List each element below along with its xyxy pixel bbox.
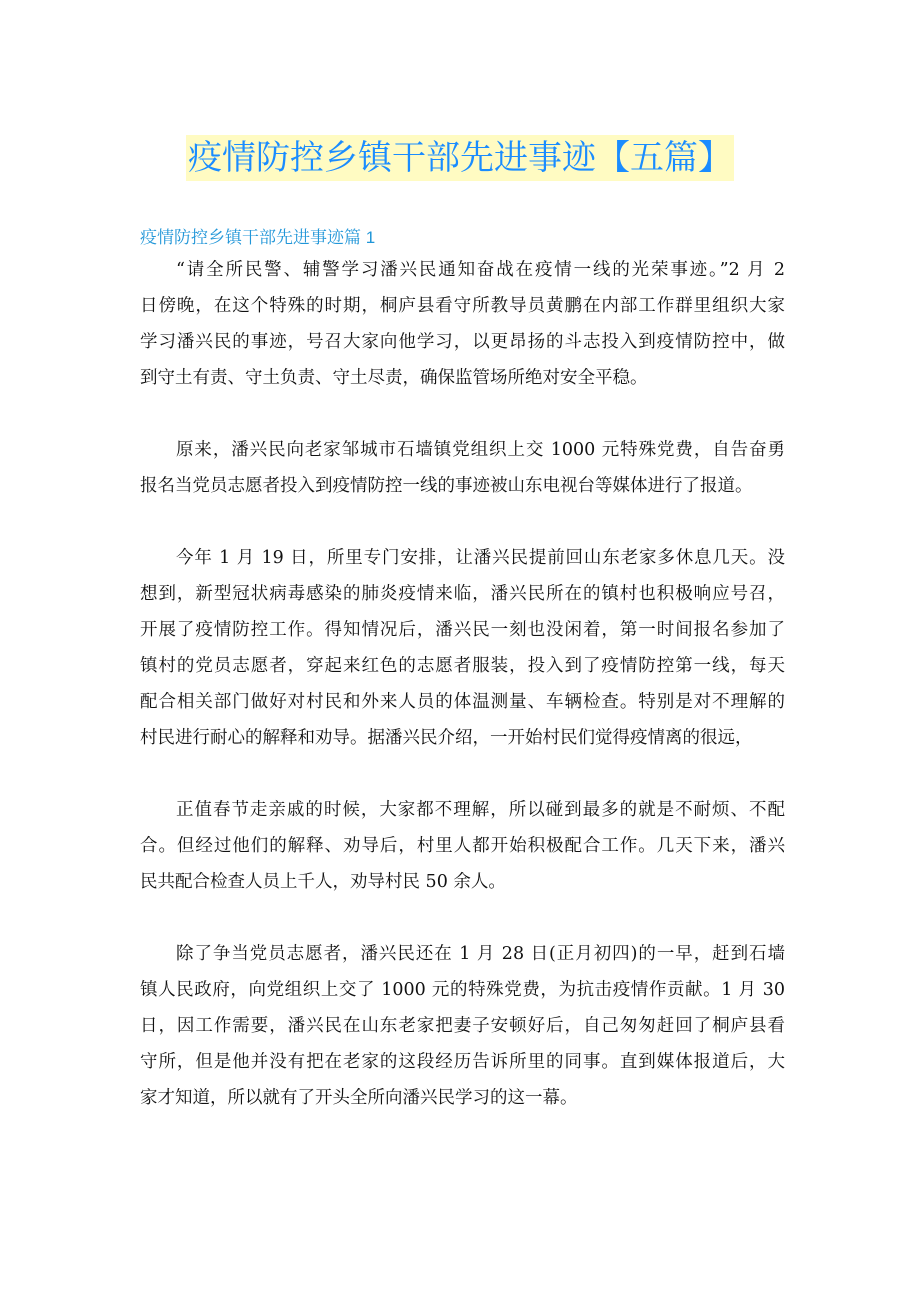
paragraph-line: 配合相关部门做好对村民和外来人员的体温测量、车辆检查。特别是对不理解的 xyxy=(140,692,785,712)
paragraph-line: 正值春节走亲戚的时候，大家都不理解，所以碰到最多的就是不耐烦、不配 xyxy=(176,800,785,820)
paragraph-line: 守所，但是他并没有把在老家的这段经历告诉所里的同事。直到媒体报道后，大 xyxy=(140,1052,785,1072)
paragraph xyxy=(140,432,785,504)
paragraph-line: 开展了疫情防控工作。得知情况后，潘兴民一刻也没闲着，第一时间报名参加了 xyxy=(140,620,785,640)
paragraph-line: 家才知道，所以就有了开头全所向潘兴民学习的这一幕。 xyxy=(140,1088,578,1108)
paragraph-line: 村民进行耐心的解释和劝导。据潘兴民介绍，一开始村民们觉得疫情离的很远， xyxy=(140,728,753,748)
paragraph-line: 原来，潘兴民向老家邹城市石墙镇党组织上交 1000 元特殊党费，自告奋勇 xyxy=(176,440,785,460)
paragraph-line: 日傍晚，在这个特殊的时期，桐庐县看守所教导员黄鹏在内部工作群里组织大家 xyxy=(140,296,785,316)
paragraph-line: 镇人民政府，向党组织上交了 1000 元的特殊党费，为抗击疫情作贡献。1 月 30 xyxy=(140,980,785,1000)
paragraph-line: 除了争当党员志愿者，潘兴民还在 1 月 28 日(正月初四)的一早，赶到石墙 xyxy=(176,944,785,964)
paragraph xyxy=(140,792,785,900)
paragraph-line: 合。但经过他们的解释、劝导后，村里人都开始积极配合工作。几天下来，潘兴 xyxy=(140,836,785,856)
paragraph xyxy=(140,540,785,756)
paragraph-line: “请全所民警、辅警学习潘兴民通知奋战在疫情一线的光荣事迹。”2 月 2 xyxy=(176,260,785,280)
paragraph-line: 镇村的党员志愿者，穿起来红色的志愿者服装，投入到了疫情防控第一线，每天 xyxy=(140,656,785,676)
paragraph-line: 想到，新型冠状病毒感染的肺炎疫情来临，潘兴民所在的镇村也积极响应号召， xyxy=(140,584,785,604)
paragraph-line: 学习潘兴民的事迹，号召大家向他学习，以更昂扬的斗志投入到疫情防控中，做 xyxy=(140,332,785,352)
paragraph-line: 今年 1 月 19 日，所里专门安排，让潘兴民提前回山东老家多休息几天。没 xyxy=(176,548,785,568)
paragraph-line: 报名当党员志愿者投入到疫情防控一线的事迹被山东电视台等媒体进行了报道。 xyxy=(140,476,753,496)
title-container xyxy=(0,135,920,181)
paragraph xyxy=(140,936,785,1116)
paragraph-line: 日，因工作需要，潘兴民在山东老家把妻子安顿好后，自己匆匆赶回了桐庐县看 xyxy=(140,1016,785,1036)
section-heading: 疫情防控乡镇干部先进事迹篇 1 xyxy=(140,228,376,247)
paragraph-line: 民共配合检查人员上千人，劝导村民 50 余人。 xyxy=(140,872,506,892)
paragraph-line: 到守土有责、守土负责、守土尽责，确保监管场所绝对安全平稳。 xyxy=(140,368,648,388)
document-body xyxy=(140,252,785,1152)
document-title: 疫情防控乡镇干部先进事迹【五篇】 xyxy=(186,135,734,181)
paragraph xyxy=(140,252,785,396)
